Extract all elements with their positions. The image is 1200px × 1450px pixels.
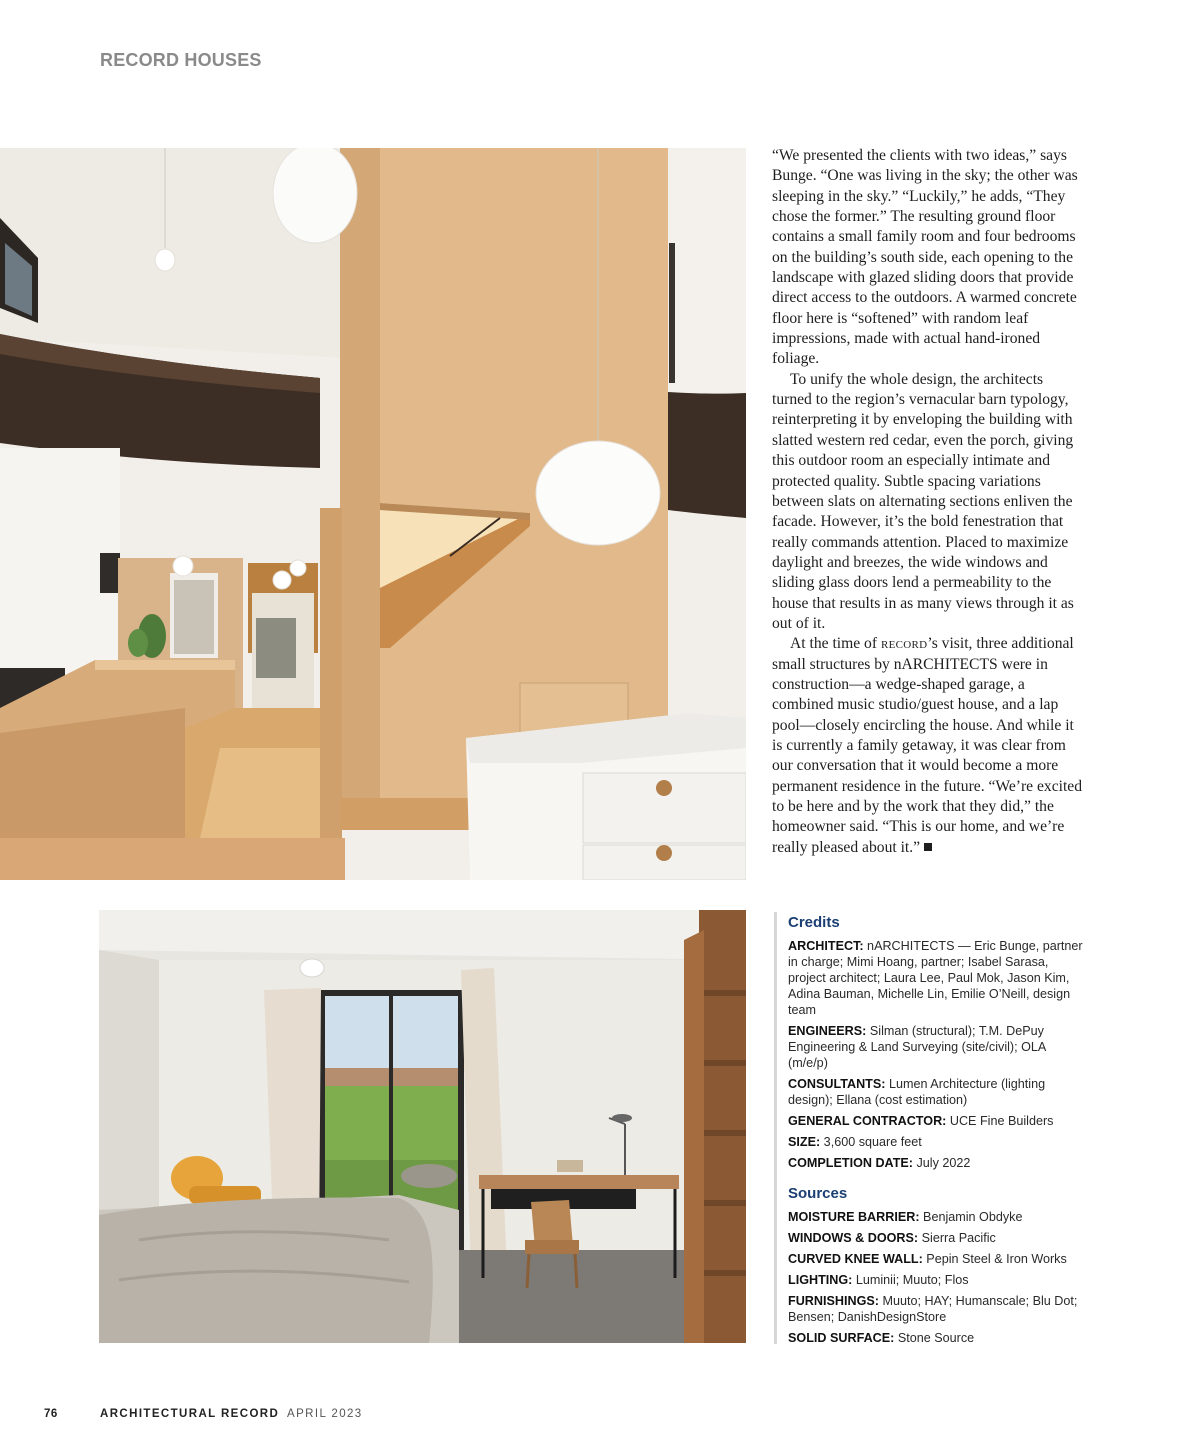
credit-label: GENERAL CONTRACTOR: (788, 1114, 947, 1128)
interior-loft-photo (0, 148, 746, 880)
credit-value: July 2022 (913, 1156, 971, 1170)
source-label: WINDOWS & DOORS: (788, 1231, 919, 1245)
end-mark-icon (924, 843, 932, 851)
article-paragraph: To unify the whole design, the architects turned to the region’s vernacular barn typology, reinterpreting it by enveloping the building with slatted western red cedar, even the porch, giving this outdoor room an especially intimate and protected quality. Subtle spacing variations between slats on alternating sections enliven the facade. However, it’s the bold fenestration that really commands attention. Placed to maximize daylight and breezes, the wide windows and sliding glass doors lend a permeability to the house that results in as many views through it as out of it. (772, 370, 1074, 632)
source-label: CURVED KNEE WALL: (788, 1252, 923, 1266)
source-label: SOLID SURFACE: (788, 1331, 895, 1345)
article-paragraph: “We presented the clients with two ideas,” says Bunge. “One was living in the sky; the other was sleeping in the sky.” “Luckily,” he adds, “They chose the former.” The resulting ground floor contains a small family room and four bedrooms on the building’s south side, each opening to the landscape with glazed sliding doors that provide direct access to the outdoors. A warmed concrete floor here is “softened” with random leaf impressions, made with actual hand-ironed foliage. (772, 147, 1078, 368)
credit-engineers (788, 1023, 1088, 1071)
credit-value: 3,600 square feet (820, 1135, 922, 1149)
source-value: Muuto; HAY; Humanscale; Blu Dot; Bensen; DanishDesignStore (788, 1294, 1078, 1324)
credit-label: SIZE: (788, 1135, 821, 1149)
source-value: Sierra Pacific (918, 1231, 996, 1245)
bedroom-photo (99, 910, 746, 1343)
source-windows-doors (788, 1230, 1088, 1246)
source-solid-surface (788, 1330, 1088, 1346)
source-value: Benjamin Obdyke (919, 1210, 1023, 1224)
source-value: Pepin Steel & Iron Works (922, 1252, 1067, 1266)
credit-consultants (788, 1076, 1088, 1108)
credits-sidebar (774, 912, 1088, 1344)
credit-value: UCE Fine Builders (946, 1114, 1054, 1128)
section-label: RECORD HOUSES (100, 50, 262, 70)
credit-architect (788, 938, 1088, 1018)
credit-value: nARCHITECTS — Eric Bunge, partner in charge; Mimi Hoang, partner; Isabel Sarasa, project architect; Laura Lee, Paul Mok, Jason Kim, Adina Bauman, Michelle Lin, Emilie O’Neill, design team (788, 939, 1083, 1017)
credit-completion-date (788, 1155, 1088, 1171)
source-moisture-barrier (788, 1209, 1088, 1225)
publication-name: ARCHITECTURAL RECORD (100, 1408, 280, 1420)
credit-label: CONSULTANTS: (788, 1077, 886, 1091)
source-furnishings (788, 1293, 1088, 1325)
source-value: Stone Source (894, 1331, 975, 1345)
source-curved-knee-wall (788, 1251, 1088, 1267)
credit-value: Lumen Architecture (lighting design); Ellana (cost estimation) (788, 1077, 1046, 1107)
credits-heading: Credits (788, 914, 840, 931)
article-text-rest: ’s visit, three additional small structures by nARCHITECTS were in construction—a wedge-shaped garage, a combined music studio/guest house, and a lap pool—closely encircling the house. And while it is currently a family getaway, it was clear from our conversation that it would become a more permanent residence in the future. “We’re excited to be here and by the work that they did,” the homeowner said. “This is our home, and we’re really pleased about it.” (772, 635, 1083, 856)
issue-date: APRIL 2023 (287, 1408, 363, 1420)
article-text-lead: At the time of (790, 635, 881, 653)
article-body (772, 146, 1084, 858)
credit-label: ENGINEERS: (788, 1024, 867, 1038)
credit-label: COMPLETION DATE: (788, 1156, 913, 1170)
article-paragraph (772, 634, 1084, 858)
sources-heading: Sources (788, 1185, 848, 1202)
credit-general-contractor (788, 1113, 1088, 1129)
credit-value: Silman (structural); T.M. DePuy Engineering & Land Surveying (site/civil); OLA (m/e/p) (788, 1024, 1046, 1070)
page-number: 76 (44, 1408, 58, 1420)
page-footer (0, 1408, 1200, 1424)
source-label: LIGHTING: (788, 1273, 853, 1287)
credit-size (788, 1134, 1088, 1150)
source-label: MOISTURE BARRIER: (788, 1210, 920, 1224)
credit-label: ARCHITECT: (788, 939, 864, 953)
source-lighting (788, 1272, 1088, 1288)
source-label: FURNISHINGS: (788, 1294, 879, 1308)
magazine-name-smallcaps: record (880, 635, 928, 653)
source-value: Luminii; Muuto; Flos (852, 1273, 969, 1287)
